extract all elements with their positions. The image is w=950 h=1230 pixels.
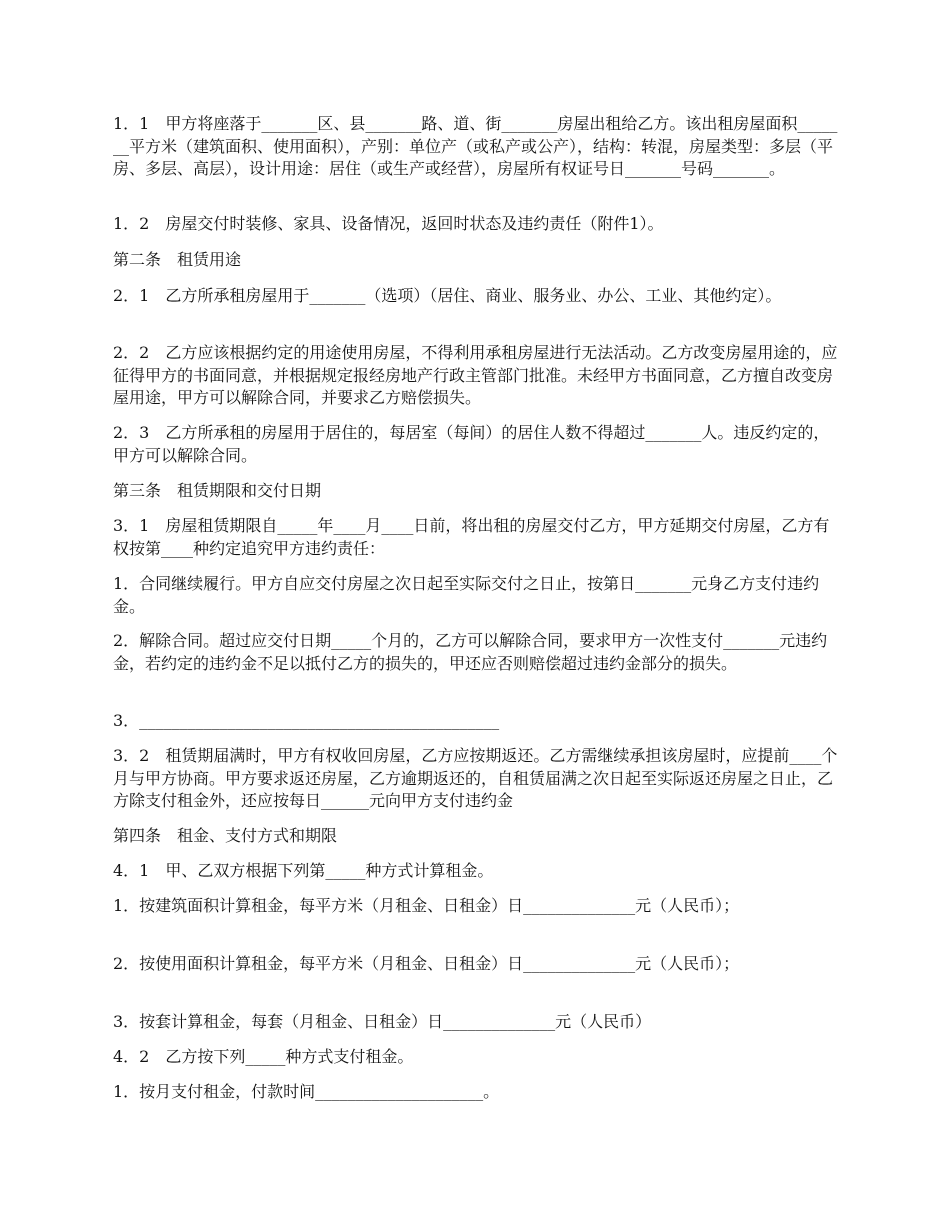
clause-4-2: 4．2 乙方按下列_____种方式支付租金。 [113,1047,414,1066]
clause-4-1-option-2: 2．按使用面积计算租金，每平方米（月租金、日租金）日______________元（人民币）； [113,954,740,973]
clause-3-2: 3．2 租赁期届满时，甲方有权收回房屋，乙方应按期返还。乙方需继续承担该房屋时，应提前____个月与甲方协商。甲方要求返还房屋，乙方逾期返还的，自租赁届满之次日起至实际返还房屋之日止，乙方除支付租金外，还应按每日______元向甲方支付违约金 [113,746,838,810]
clause-2-1: 2．1 乙方所承租房屋用于_______（选项）（居住、商业、服务业、办公、工业、其他约定）。 [113,286,782,305]
article-3-heading: 第三条 租赁期限和交付日期 [113,481,322,500]
article-2-heading: 第二条 租赁用途 [113,250,242,269]
clause-4-1-option-3: 3．按套计算租金，每套（月租金、日租金）日______________元（人民币） [113,1012,652,1031]
clause-3-1-option-3: 3．_____________________________________________ [113,711,500,730]
clause-3-1: 3．1 房屋租赁期限自_____年____月____日前，将出租的房屋交付乙方，甲方延期交付房屋，乙方有权按第____种约定追究甲方违约责任： [113,516,830,558]
clause-4-1: 4．1 甲、乙双方根据下列第_____种方式计算租金。 [113,861,494,880]
article-4-heading: 第四条 租金、支付方式和期限 [113,826,338,845]
clause-2-3: 2．3 乙方所承租的房屋用于居住的，每居室（每间）的居住人数不得超过_______人。违反约定的，甲方可以解除合同。 [113,423,830,465]
clause-1-2: 1．2 房屋交付时装修、家具、设备情况，返回时状态及违约责任（附件1）。 [113,214,664,233]
clause-1-1: 1．1 甲方将座落于_______区、县_______路、道、街_______房屋出租给乙方。该出租房屋面积_______平方米（建筑面积、使用面积），产别：单位产（或私产或公产），结构：转混，房屋类型：多层（平房、多层、高层），设计用途：居住（或生产或经营），房屋所有权证号日_______号码_______。 [113,114,838,178]
clause-3-1-option-2: 2．解除合同。超过应交付日期_____个月的，乙方可以解除合同，要求甲方一次性支付_______元违约金，若约定的违约金不足以抵付乙方的损失的，甲还应否则赔偿超过违约金部分的损失。 [113,631,828,673]
clause-3-1-option-1: 1．合同继续履行。甲方自应交付房屋之次日起至实际交付之日止，按第日_______元身乙方支付违约金。 [113,574,820,616]
clause-2-2: 2．2 乙方应该根据约定的用途使用房屋，不得利用承租房屋进行无法活动。乙方改变房屋用途的，应征得甲方的书面同意，并根据规定报经房地产行政主管部门批准。未经甲方书面同意，乙方擅自改变房屋用途，甲方可以解除合同，并要求乙方赔偿损失。 [113,343,838,407]
clause-4-1-option-1: 1．按建筑面积计算租金，每平方米（月租金、日租金）日______________元（人民币）； [113,896,740,915]
clause-4-2-option-1: 1．按月支付租金，付款时间_____________________。 [113,1082,500,1101]
